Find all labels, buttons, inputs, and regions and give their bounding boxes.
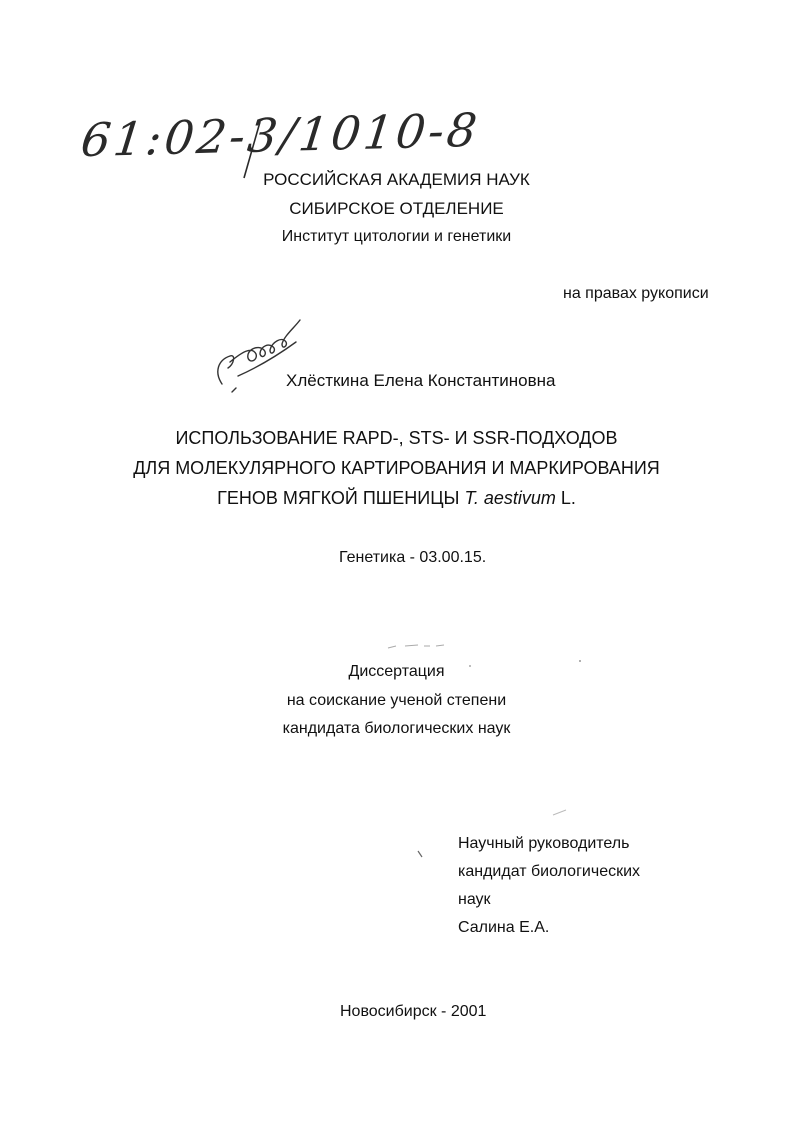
dissertation-purpose: на соискание ученой степени bbox=[286, 692, 507, 709]
title-line-3-prefix: ГЕНОВ МЯГКОЙ ПШЕНИЦЫ bbox=[217, 488, 460, 508]
institute-name: Институт цитологии и генетики bbox=[281, 228, 512, 245]
manuscript-rights-note: на правах рукописи bbox=[563, 285, 709, 302]
archive-number-handwritten: 61:02-3/1010-8 bbox=[78, 102, 483, 168]
title-line-3-suffix: L. bbox=[560, 488, 576, 508]
supervisor-degree-line-1: кандидат биологических bbox=[458, 863, 641, 880]
supervisor-name: Салина Е.А. bbox=[458, 919, 550, 936]
academy-name: РОССИЙСКАЯ АКАДЕМИЯ НАУК bbox=[263, 170, 530, 189]
author-name: Хлёсткина Елена Константиновна bbox=[286, 371, 556, 390]
species-name: T. aestivum bbox=[464, 488, 556, 508]
branch-name: СИБИРСКОЕ ОТДЕЛЕНИЕ bbox=[289, 199, 504, 218]
supervisor-role: Научный руководитель bbox=[458, 835, 630, 852]
place-and-year: Новосибирск - 2001 bbox=[340, 1003, 487, 1020]
title-line-2: ДЛЯ МОЛЕКУЛЯРНОГО КАРТИРОВАНИЯ И МАРКИРОВАНИЯ bbox=[133, 458, 660, 478]
dissertation-type: Диссертация bbox=[348, 663, 445, 680]
title-line-1: ИСПОЛЬЗОВАНИЕ RAPD-, STS- И SSR-ПОДХОДОВ bbox=[175, 428, 618, 448]
dissertation-degree: кандидата биологических наук bbox=[282, 720, 511, 737]
specialty-code: Генетика - 03.00.15. bbox=[339, 549, 487, 566]
supervisor-degree-line-2: наук bbox=[458, 891, 491, 908]
